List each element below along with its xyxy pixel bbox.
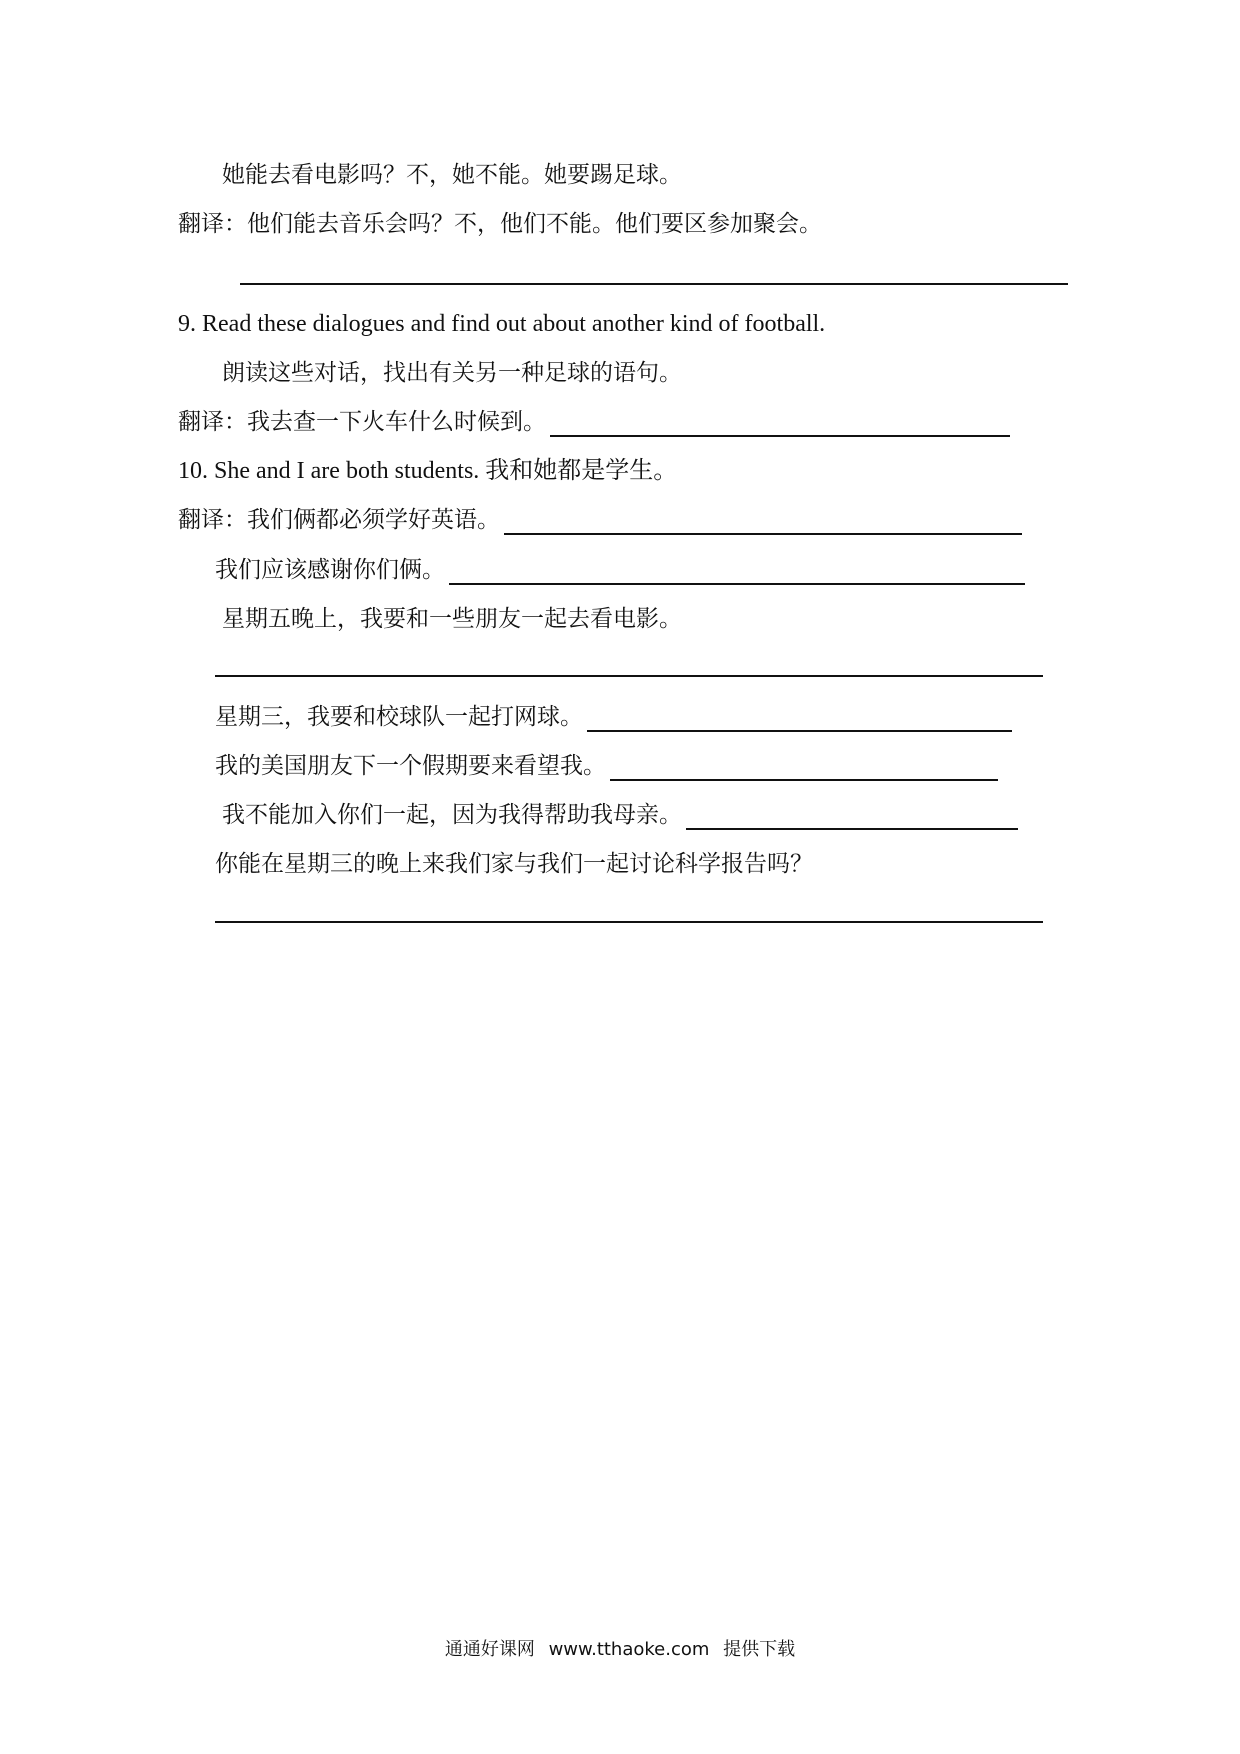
translation-text: 我们应该感谢你们俩。 [215,557,445,583]
footer-suffix: 提供下载 [723,1639,796,1660]
answer-blank[interactable] [215,921,1043,923]
translation-prompt [215,555,1025,585]
item-10-sentence [178,456,677,486]
translation-text: 你能在星期三的晚上来我们家与我们一起讨论科学报告吗？ [215,851,813,877]
answer-blank[interactable] [686,804,1018,830]
translation-text: 星期三，我要和校球队一起打网球。 [215,704,583,730]
translation-prompt [215,849,813,879]
translation-text: 翻译：我去查一下火车什么时候到。 [178,409,546,435]
answer-blank[interactable] [240,283,1068,285]
translation-text: 星期五晚上，我要和一些朋友一起去看电影。 [222,606,682,632]
translation-text: 我的美国朋友下一个假期要来看望我。 [215,753,606,779]
footer-site-name: 通通好课网 [444,1639,535,1660]
item-10-text: 10. She and I are both students. 我和她都是学生。 [178,458,678,484]
page-footer [0,1638,1240,1662]
translation-prompt [222,800,1018,830]
footer-url[interactable]: www.tthaoke.com [548,1639,710,1660]
item-9-instruction [178,309,825,339]
answer-blank[interactable] [215,675,1043,677]
item-9-text: 9. Read these dialogues and find out about another kind of football. [178,311,826,337]
answer-blank[interactable] [504,509,1022,535]
answer-blank[interactable] [587,706,1012,732]
translation-prompt [215,751,998,781]
answer-blank[interactable] [610,755,998,781]
translation-text: 翻译：我们俩都必须学好英语。 [178,507,500,533]
translation-prompt [178,407,1010,437]
item-9-chinese-text: 朗读这些对话，找出有关另一种足球的语句。 [222,360,682,386]
answer-blank[interactable] [550,411,1010,437]
translation-prompt [178,505,1022,535]
answer-blank[interactable] [449,559,1025,585]
sentence-example [222,160,682,190]
sentence-text: 她能去看电影吗？不，她不能。她要踢足球。 [222,162,682,188]
item-9-chinese [222,358,682,388]
translation-prompt [215,702,1012,732]
translation-text: 翻译：他们能去音乐会吗？不，他们不能。他们要区参加聚会。 [178,211,822,237]
translation-prompt [178,209,822,239]
translation-text: 我不能加入你们一起，因为我得帮助我母亲。 [222,802,682,828]
translation-prompt [222,604,682,634]
